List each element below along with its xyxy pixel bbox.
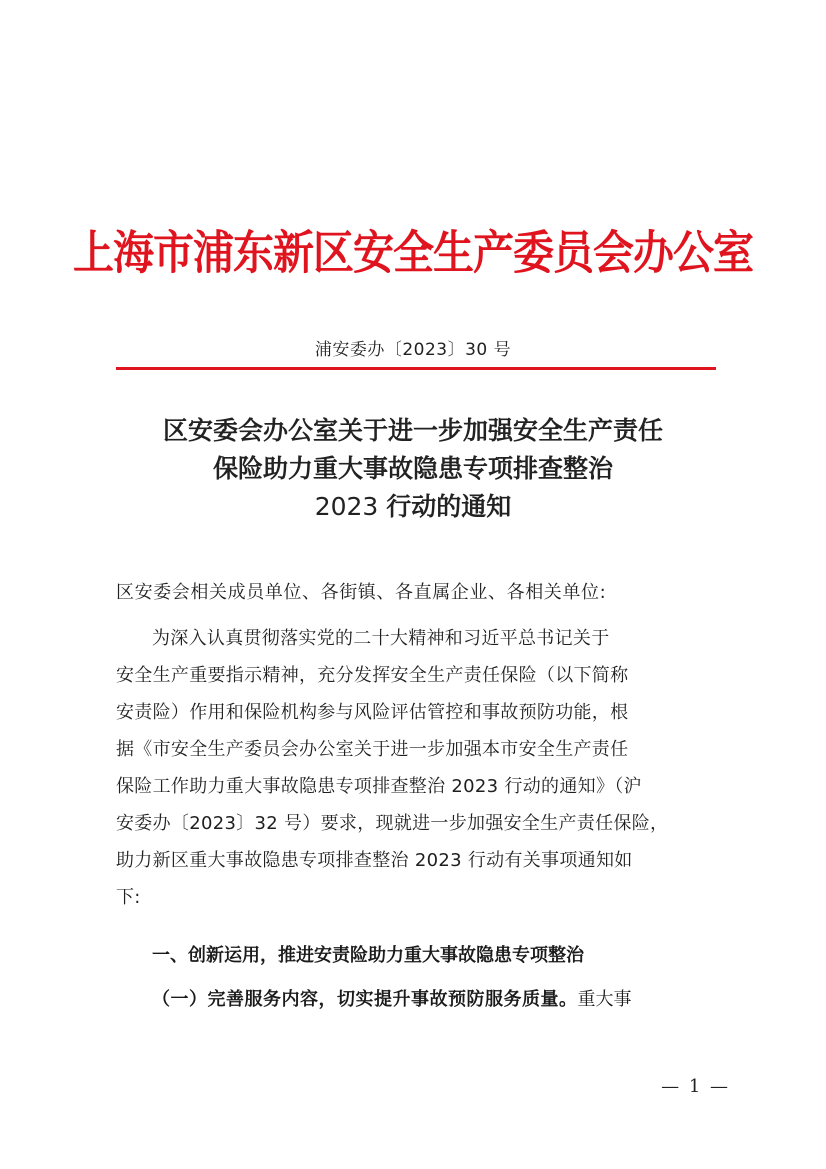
paragraph-1 [116,620,716,916]
paragraph-line: 安全生产重要指示精神，充分发挥安全生产责任保险（以下简称 [116,665,629,686]
subsection-bold-lead: （一）完善服务内容，切实提升事故预防服务质量。 [152,989,578,1010]
title-line-3-text: 行动的通知 [386,492,512,521]
title-line-1: 区安委会办公室关于进一步加强安全生产责任 [162,416,663,445]
paragraph-line: 据《市安全生产委员会办公室关于进一步加强本市安全生产责任 [116,739,629,760]
title-year: 2023 [314,492,379,521]
paragraph-line: 安委办〔2023〕32 号）要求，现就进一步加强安全生产责任保险， [116,813,669,834]
issuing-organization-header: 上海市浦东新区安全生产委员会办公室 [73,226,753,280]
paragraph-line: 安责险）作用和保险机构参与风险评估管控和事故预防功能，根 [116,702,629,723]
title-line-2: 保险助力重大事故隐患专项排查整治 [212,454,613,483]
document-number: 浦安委办〔2023〕30 号 [314,340,512,360]
page-number: — 1 — [661,1076,730,1097]
document-title [0,412,826,526]
paragraph-line: 保险工作助力重大事故隐患专项排查整治 2023 行动的通知》（沪 [116,776,642,797]
paragraph-line: 助力新区重大事故隐患专项排查整治 2023 行动有关事项通知如 [116,850,633,871]
paragraph-line: 为深入认真贯彻落实党的二十大精神和习近平总书记关于 [152,628,610,649]
red-divider-line [116,367,716,370]
subsection-heading-1 [152,985,720,1015]
subsection-continuation: 重大事 [577,989,632,1010]
salutation: 区安委会相关成员单位、各街镇、各直属企业、各相关单位: [116,582,607,603]
section-heading-1: 一、创新运用，推进安责险助力重大事故隐患专项整治 [152,945,584,966]
title-line-3 [0,488,826,526]
paragraph-line: 下: [116,887,141,908]
